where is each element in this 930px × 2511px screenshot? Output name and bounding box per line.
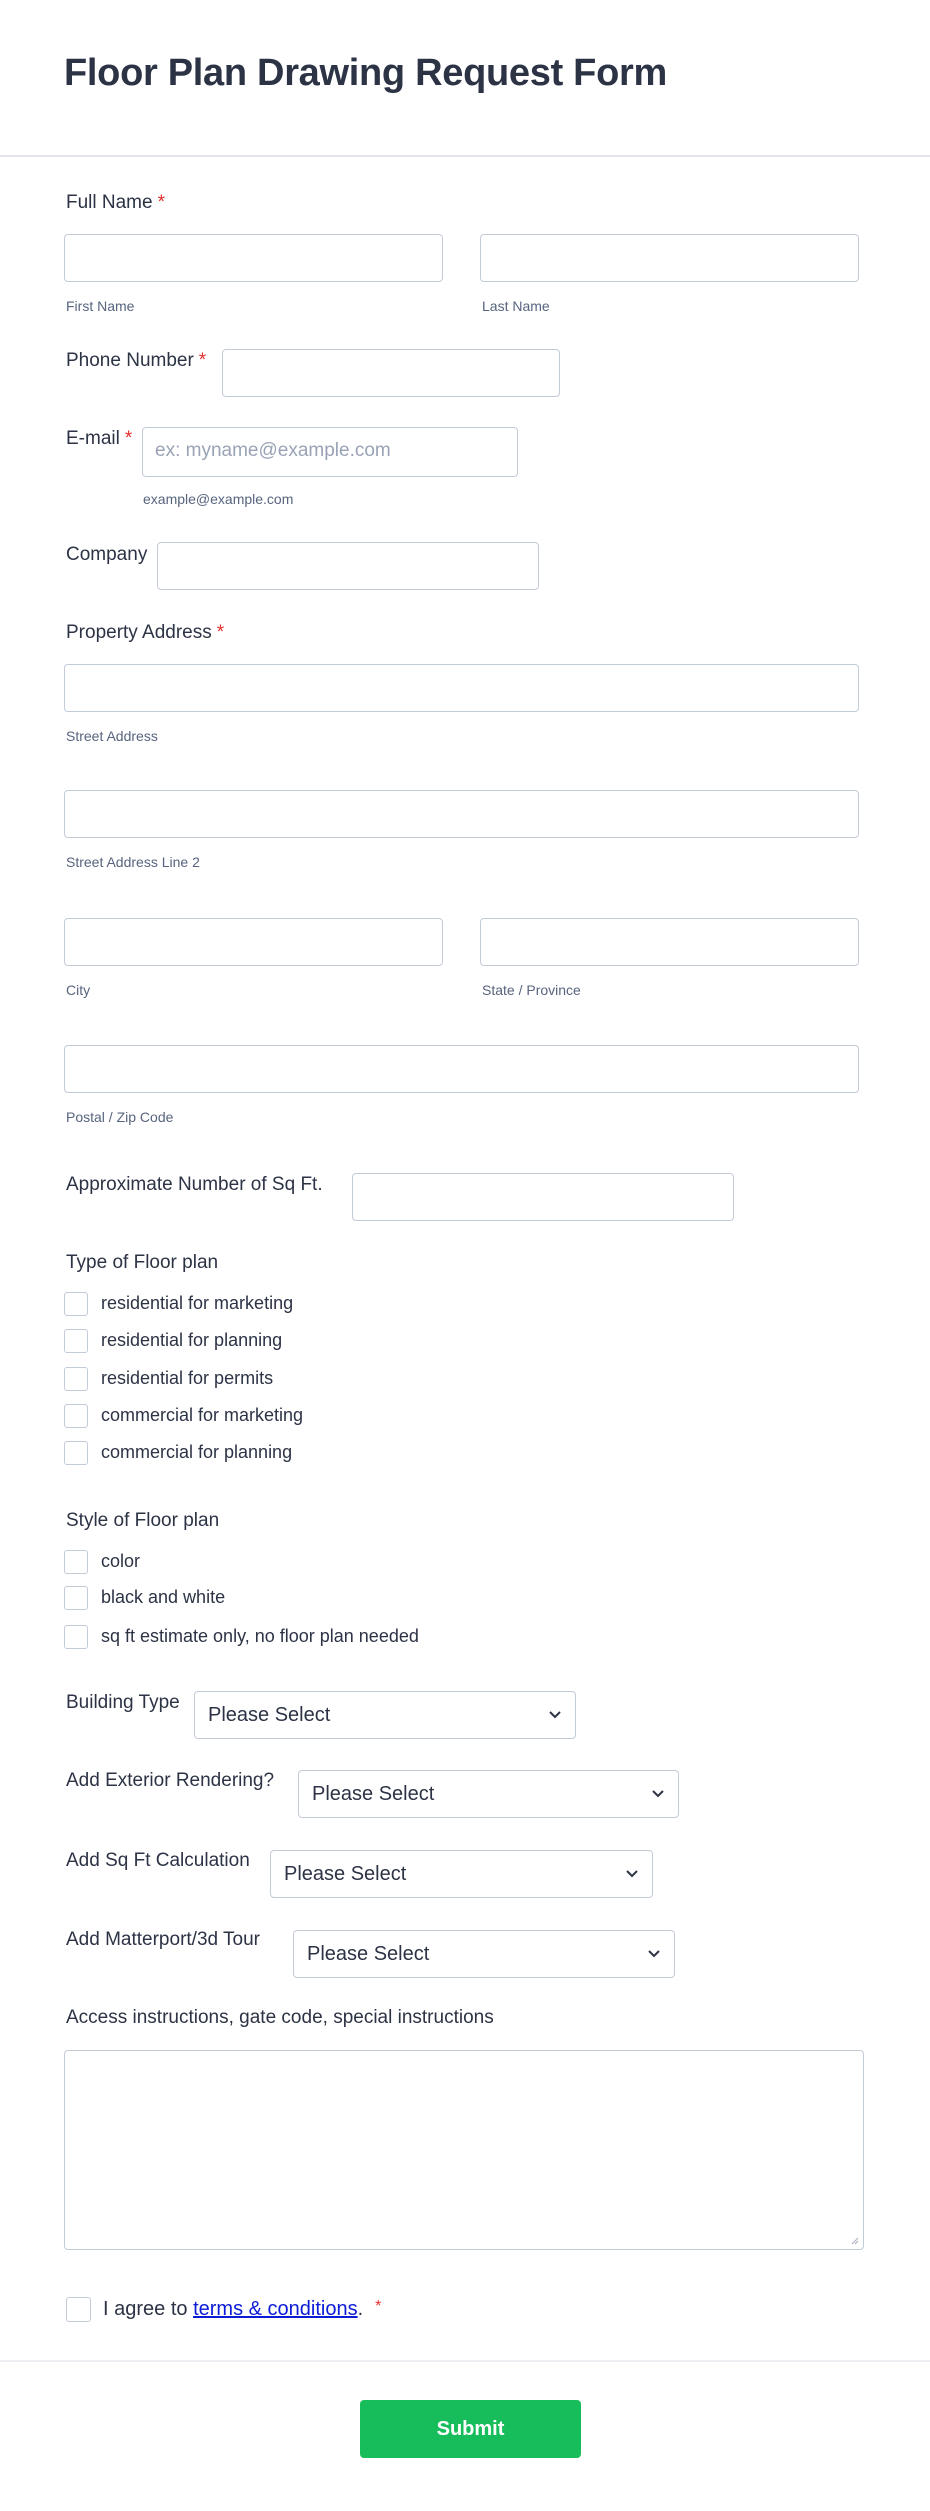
terms-link[interactable]: terms & conditions <box>193 2298 358 2320</box>
agree-label <box>103 2298 381 2321</box>
phone-input[interactable] <box>222 349 560 397</box>
checkbox-style-1[interactable] <box>64 1586 88 1610</box>
page-title: Floor Plan Drawing Request Form <box>64 52 667 94</box>
agree-checkbox[interactable] <box>66 2297 91 2322</box>
email-label <box>66 428 132 450</box>
chevron-down-icon <box>624 1865 640 1881</box>
select-value: Please Select <box>208 1704 331 1726</box>
label-text: Phone Number <box>66 350 194 371</box>
first-name-input[interactable] <box>64 234 443 282</box>
required-mark: * <box>216 622 225 643</box>
street-address-input[interactable] <box>64 664 859 712</box>
company-input[interactable] <box>157 542 539 590</box>
option-label[interactable]: residential for permits <box>101 1368 274 1388</box>
matterport-label: Add Matterport/3d Tour <box>66 1929 260 1950</box>
state-sublabel: State / Province <box>482 982 581 998</box>
chevron-down-icon <box>547 1706 563 1722</box>
email-input[interactable]: ex: myname@example.com <box>142 427 518 477</box>
building-type-label: Building Type <box>66 1692 180 1713</box>
city-input[interactable] <box>64 918 443 966</box>
sqft-calculation-select[interactable] <box>270 1850 653 1898</box>
type-label: Type of Floor plan <box>66 1252 219 1273</box>
street-address-2-input[interactable] <box>64 790 859 838</box>
phone-label <box>66 350 206 372</box>
checkbox-type-0[interactable] <box>64 1292 88 1316</box>
checkbox-type-4[interactable] <box>64 1441 88 1465</box>
header-divider <box>0 155 930 157</box>
footer-divider <box>0 2360 930 2362</box>
required-mark: * <box>198 350 207 371</box>
option-label[interactable]: residential for planning <box>101 1330 283 1350</box>
option-label[interactable]: residential for marketing <box>101 1293 294 1313</box>
postal-code-input[interactable] <box>64 1045 859 1093</box>
submit-button[interactable]: Submit <box>360 2400 581 2458</box>
select-value: Please Select <box>307 1943 430 1965</box>
resize-handle-icon[interactable] <box>849 2235 859 2245</box>
email-sublabel: example@example.com <box>143 491 294 507</box>
company-label: Company <box>66 544 148 565</box>
label-text: Full Name <box>66 192 153 213</box>
checkbox-style-0[interactable] <box>64 1550 88 1574</box>
option-label[interactable]: commercial for planning <box>101 1442 293 1462</box>
checkbox-style-2[interactable] <box>64 1625 88 1649</box>
option-label[interactable]: sq ft estimate only, no floor plan needed <box>101 1626 419 1646</box>
building-type-select[interactable] <box>194 1691 576 1739</box>
agree-period: . <box>357 2298 364 2320</box>
exterior-rendering-label: Add Exterior Rendering? <box>66 1770 275 1791</box>
required-mark: * <box>124 428 133 449</box>
chevron-down-icon <box>650 1785 666 1801</box>
sqft-label: Approximate Number of Sq Ft. <box>66 1174 323 1195</box>
checkbox-type-1[interactable] <box>64 1329 88 1353</box>
checkbox-type-3[interactable] <box>64 1404 88 1428</box>
label-text: Property Address <box>66 622 212 643</box>
checkbox-type-2[interactable] <box>64 1367 88 1391</box>
label-text: E-mail <box>66 428 120 449</box>
style-label: Style of Floor plan <box>66 1510 220 1531</box>
option-label[interactable]: black and white <box>101 1587 226 1607</box>
postal-code-sublabel: Postal / Zip Code <box>66 1109 174 1125</box>
chevron-down-icon <box>646 1945 662 1961</box>
exterior-rendering-select[interactable] <box>298 1770 679 1818</box>
matterport-select[interactable] <box>293 1930 675 1978</box>
required-mark: * <box>375 2298 382 2315</box>
street-address-2-sublabel: Street Address Line 2 <box>66 854 200 870</box>
street-address-sublabel: Street Address <box>66 728 158 744</box>
option-label[interactable]: color <box>101 1551 141 1571</box>
required-mark: * <box>157 192 165 213</box>
city-sublabel: City <box>66 982 91 998</box>
address-label <box>66 622 224 644</box>
first-name-sublabel: First Name <box>66 298 135 314</box>
select-value: Please Select <box>284 1863 407 1885</box>
state-input[interactable] <box>480 918 859 966</box>
instructions-label: Access instructions, gate code, special instructions <box>66 2007 494 2028</box>
select-value: Please Select <box>312 1783 435 1805</box>
last-name-sublabel: Last Name <box>482 298 550 314</box>
sqft-input[interactable] <box>352 1173 734 1221</box>
full-name-label <box>66 192 165 214</box>
instructions-textarea[interactable] <box>64 2050 864 2250</box>
sqft-calculation-label: Add Sq Ft Calculation <box>66 1850 250 1871</box>
agree-text: I agree to <box>103 2298 194 2320</box>
last-name-input[interactable] <box>480 234 859 282</box>
option-label[interactable]: commercial for marketing <box>101 1405 304 1425</box>
